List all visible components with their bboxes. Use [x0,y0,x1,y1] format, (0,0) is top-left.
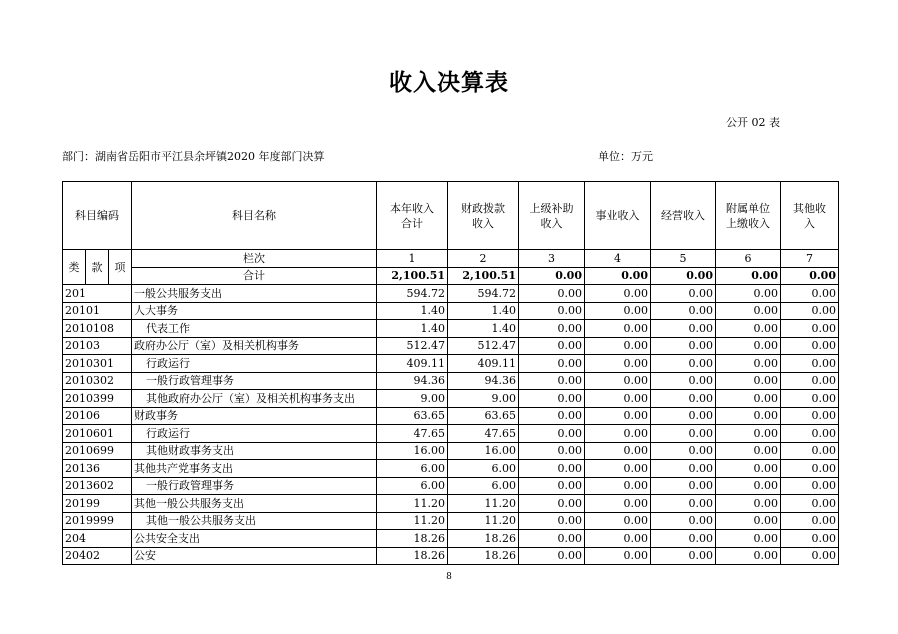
row-name: 一般公共服务支出 [132,285,377,303]
row-value-c3: 0.00 [519,320,585,338]
header-name: 科目名称 [132,182,377,250]
row-code: 20103 [63,337,132,355]
row-name: 其他一般公共服务支出 [132,512,377,530]
row-value-c6: 0.00 [716,407,781,425]
total-c5: 0.00 [651,267,716,285]
row-name: 公共安全支出 [132,530,377,548]
row-value-c1: 94.36 [377,372,448,390]
row-value-c1: 6.00 [377,460,448,478]
row-value-c5: 0.00 [651,302,716,320]
row-value-c6: 0.00 [716,477,781,495]
row-value-c5: 0.00 [651,390,716,408]
row-name: 政府办公厅（室）及相关机构事务 [132,337,377,355]
row-code: 20402 [63,547,132,565]
row-value-c5: 0.00 [651,512,716,530]
table-row [63,390,839,408]
header-c4: 事业收入 [585,182,651,250]
row-code: 204 [63,530,132,548]
row-value-c2: 16.00 [448,442,519,460]
row-value-c4: 0.00 [585,372,651,390]
row-value-c6: 0.00 [716,547,781,565]
row-value-c2: 409.11 [448,355,519,373]
header-xiang: 项 [109,250,132,285]
row-value-c7: 0.00 [781,302,839,320]
row-value-c2: 18.26 [448,530,519,548]
table-row [63,337,839,355]
row-value-c2: 1.40 [448,320,519,338]
row-value-c3: 0.00 [519,477,585,495]
row-value-c1: 47.65 [377,425,448,443]
page-title: 收入决算表 [389,70,509,96]
row-value-c3: 0.00 [519,442,585,460]
total-c3: 0.00 [519,267,585,285]
row-value-c7: 0.00 [781,460,839,478]
row-code: 201 [63,285,132,303]
row-value-c4: 0.00 [585,530,651,548]
header-c1: 本年收入 合计 [377,182,448,250]
header-code: 科目编码 [63,182,132,250]
row-value-c6: 0.00 [716,495,781,513]
row-value-c3: 0.00 [519,547,585,565]
row-value-c2: 594.72 [448,285,519,303]
table-row [63,442,839,460]
row-value-c6: 0.00 [716,355,781,373]
row-value-c3: 0.00 [519,285,585,303]
row-value-c1: 409.11 [377,355,448,373]
header-c3: 上级补助 收入 [519,182,585,250]
row-value-c1: 594.72 [377,285,448,303]
row-value-c2: 11.20 [448,512,519,530]
row-value-c1: 1.40 [377,320,448,338]
row-value-c2: 1.40 [448,302,519,320]
column-number-row [63,250,839,268]
row-name: 公安 [132,547,377,565]
column-number-3: 3 [519,250,585,268]
table-row [63,425,839,443]
table-row [63,285,839,303]
row-value-c7: 0.00 [781,337,839,355]
row-value-c1: 1.40 [377,302,448,320]
row-value-c2: 47.65 [448,425,519,443]
header-lei: 类 [63,250,86,285]
row-value-c4: 0.00 [585,337,651,355]
row-code: 20199 [63,495,132,513]
row-value-c5: 0.00 [651,372,716,390]
row-value-c2: 6.00 [448,460,519,478]
header-c2: 财政拨款 收入 [448,182,519,250]
row-value-c5: 0.00 [651,547,716,565]
row-value-c2: 512.47 [448,337,519,355]
row-value-c1: 63.65 [377,407,448,425]
table-row [63,460,839,478]
column-number-1: 1 [377,250,448,268]
row-value-c1: 6.00 [377,477,448,495]
row-value-c6: 0.00 [716,285,781,303]
row-value-c3: 0.00 [519,390,585,408]
row-value-c3: 0.00 [519,512,585,530]
row-value-c7: 0.00 [781,407,839,425]
row-value-c5: 0.00 [651,285,716,303]
row-code: 2010601 [63,425,132,443]
row-value-c6: 0.00 [716,302,781,320]
total-c4: 0.00 [585,267,651,285]
row-value-c4: 0.00 [585,495,651,513]
row-value-c6: 0.00 [716,460,781,478]
row-value-c4: 0.00 [585,512,651,530]
row-value-c7: 0.00 [781,390,839,408]
row-value-c4: 0.00 [585,442,651,460]
row-value-c7: 0.00 [781,477,839,495]
row-value-c5: 0.00 [651,337,716,355]
table-row [63,407,839,425]
table-row [63,302,839,320]
row-value-c4: 0.00 [585,547,651,565]
row-value-c5: 0.00 [651,460,716,478]
row-value-c7: 0.00 [781,320,839,338]
row-value-c7: 0.00 [781,285,839,303]
table-row [63,547,839,565]
row-name: 其他一般公共服务支出 [132,495,377,513]
row-value-c7: 0.00 [781,442,839,460]
table-row [63,530,839,548]
page-number: 8 [446,572,452,582]
table-row [63,512,839,530]
row-value-c3: 0.00 [519,407,585,425]
row-value-c7: 0.00 [781,495,839,513]
row-value-c3: 0.00 [519,372,585,390]
income-table [62,181,839,565]
row-value-c1: 11.20 [377,512,448,530]
column-number-2: 2 [448,250,519,268]
row-code: 2010699 [63,442,132,460]
row-value-c2: 94.36 [448,372,519,390]
row-value-c4: 0.00 [585,407,651,425]
header-row [63,182,839,250]
total-c1: 2,100.51 [377,267,448,285]
row-value-c6: 0.00 [716,425,781,443]
row-value-c2: 18.26 [448,547,519,565]
row-value-c5: 0.00 [651,425,716,443]
header-kuan: 款 [86,250,109,285]
row-value-c4: 0.00 [585,460,651,478]
column-number-6: 6 [716,250,781,268]
row-value-c6: 0.00 [716,442,781,460]
row-value-c2: 9.00 [448,390,519,408]
total-c7: 0.00 [781,267,839,285]
row-name: 行政运行 [132,355,377,373]
row-value-c3: 0.00 [519,425,585,443]
row-name: 人大事务 [132,302,377,320]
row-value-c5: 0.00 [651,495,716,513]
row-code: 20101 [63,302,132,320]
unit-label: 单位：万元 [598,150,653,163]
row-value-c7: 0.00 [781,512,839,530]
row-value-c4: 0.00 [585,390,651,408]
row-value-c5: 0.00 [651,477,716,495]
row-value-c3: 0.00 [519,460,585,478]
total-row [63,267,839,285]
row-value-c3: 0.00 [519,337,585,355]
row-value-c5: 0.00 [651,355,716,373]
row-code: 2019999 [63,512,132,530]
row-name: 其他共产党事务支出 [132,460,377,478]
row-value-c2: 63.65 [448,407,519,425]
row-value-c2: 6.00 [448,477,519,495]
row-value-c5: 0.00 [651,530,716,548]
table-row [63,355,839,373]
row-value-c3: 0.00 [519,355,585,373]
row-code: 20136 [63,460,132,478]
row-name: 财政事务 [132,407,377,425]
row-value-c6: 0.00 [716,320,781,338]
row-value-c1: 16.00 [377,442,448,460]
row-name: 代表工作 [132,320,377,338]
row-value-c4: 0.00 [585,355,651,373]
table-row [63,320,839,338]
header-c5: 经营收入 [651,182,716,250]
row-value-c3: 0.00 [519,302,585,320]
row-name: 行政运行 [132,425,377,443]
row-value-c5: 0.00 [651,320,716,338]
column-number-5: 5 [651,250,716,268]
row-value-c5: 0.00 [651,442,716,460]
row-code: 2013602 [63,477,132,495]
row-value-c4: 0.00 [585,320,651,338]
row-code: 20106 [63,407,132,425]
row-value-c7: 0.00 [781,355,839,373]
header-lanci: 栏次 [132,250,377,268]
total-c6: 0.00 [716,267,781,285]
row-code: 2010108 [63,320,132,338]
table-row [63,477,839,495]
table-row [63,372,839,390]
row-value-c6: 0.00 [716,372,781,390]
row-value-c4: 0.00 [585,285,651,303]
row-value-c4: 0.00 [585,425,651,443]
column-number-7: 7 [781,250,839,268]
row-value-c6: 0.00 [716,530,781,548]
department-label: 部门：湖南省岳阳市平江县余坪镇2020 年度部门决算 [62,150,325,163]
row-value-c7: 0.00 [781,372,839,390]
row-code: 2010301 [63,355,132,373]
row-value-c1: 9.00 [377,390,448,408]
row-value-c3: 0.00 [519,530,585,548]
row-value-c1: 18.26 [377,530,448,548]
row-value-c1: 512.47 [377,337,448,355]
row-value-c4: 0.00 [585,302,651,320]
total-label: 合计 [132,267,377,285]
row-value-c1: 18.26 [377,547,448,565]
row-code: 2010302 [63,372,132,390]
row-code: 2010399 [63,390,132,408]
row-value-c6: 0.00 [716,390,781,408]
header-c6: 附属单位 上缴收入 [716,182,781,250]
row-value-c7: 0.00 [781,547,839,565]
row-value-c4: 0.00 [585,477,651,495]
row-name: 一般行政管理事务 [132,372,377,390]
row-value-c1: 11.20 [377,495,448,513]
row-value-c6: 0.00 [716,337,781,355]
header-c7: 其他收 入 [781,182,839,250]
form-number: 公开 02 表 [726,116,780,129]
row-value-c2: 11.20 [448,495,519,513]
row-name: 其他财政事务支出 [132,442,377,460]
row-name: 其他政府办公厅（室）及相关机构事务支出 [132,390,377,408]
row-value-c7: 0.00 [781,425,839,443]
table-row [63,495,839,513]
row-value-c5: 0.00 [651,407,716,425]
row-name: 一般行政管理事务 [132,477,377,495]
row-value-c7: 0.00 [781,530,839,548]
row-value-c6: 0.00 [716,512,781,530]
total-c2: 2,100.51 [448,267,519,285]
column-number-4: 4 [585,250,651,268]
row-value-c3: 0.00 [519,495,585,513]
